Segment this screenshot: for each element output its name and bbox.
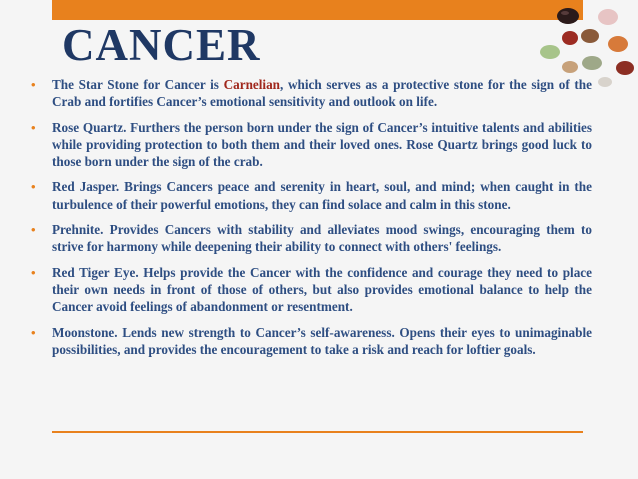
stone-dark xyxy=(557,8,579,24)
bullet-text: , which serves as a protective stone for the sign of the Crab and fortifies Cancer’s emotional sensitivity and outlook on life. xyxy=(52,77,592,110)
bullet-item xyxy=(30,221,592,256)
bullet-text: Lends new strength to Cancer’s self-awareness. Opens their eyes to unimaginable possibilities, and provides the encouragement to take a risk and reach for loftier goals. xyxy=(52,324,592,357)
slide-title: CANCER xyxy=(62,20,261,70)
bullet-text: . Helps provide the Cancer with the confidence and courage they need to place their own needs in front of those of others, but also provides emotional balance to help the Cancer avoid feelings of abandonment or resentment. xyxy=(52,264,592,315)
stone-grey-green xyxy=(582,56,602,70)
stone-name: Red Tiger Eye xyxy=(52,264,136,280)
bullet-marker: • xyxy=(31,324,36,340)
bullet-marker: • xyxy=(31,179,36,195)
stone-name: Prehnite. xyxy=(52,222,104,238)
stone-red-jasper xyxy=(616,61,634,75)
bullet-item xyxy=(30,324,592,359)
stone-dark-highlight xyxy=(561,11,569,15)
stone-name: Red Jasper. xyxy=(52,179,120,195)
bullet-text: The Star Stone for Cancer is xyxy=(52,77,224,92)
top-accent-bar xyxy=(52,0,583,20)
highlighted-stone-name: Carnelian xyxy=(223,77,281,92)
bullet-marker: • xyxy=(31,119,36,135)
bullet-item xyxy=(30,264,592,316)
stone-green xyxy=(540,45,560,59)
stone-tan xyxy=(562,61,578,73)
bullet-item xyxy=(30,178,592,213)
stone-orange xyxy=(608,36,628,52)
stone-clear xyxy=(598,77,612,87)
stone-brown xyxy=(581,29,599,43)
bullet-text: Furthers the person born under the sign of Cancer’s intuitive talents and abilities while providing protection to both them and their loved ones. Rose Quartz brings good luck to those born under the sign of the crab. xyxy=(52,119,593,170)
bullet-item xyxy=(30,119,592,171)
bullet-marker: • xyxy=(31,77,36,92)
bullet-item xyxy=(30,76,592,111)
stone-name: Rose Quartz. xyxy=(52,119,127,135)
bullet-text: Brings Cancers peace and serenity in heart, soul, and mind; when caught in the turbulence of their powerful emotions, they can find solace and calm in this stone. xyxy=(52,179,592,212)
bullet-text: Provides Cancers with stability and alleviates mood swings, encouraging them to strive for harmony while deepening their ability to connect with others' feelings. xyxy=(52,222,592,255)
stone-name: Moonstone. xyxy=(52,324,118,340)
stone-bullet-list xyxy=(30,76,592,366)
bottom-accent-line xyxy=(52,431,583,433)
bullet-marker: • xyxy=(31,264,36,280)
bullet-marker: • xyxy=(31,222,36,238)
stone-red xyxy=(562,31,578,45)
stone-pink xyxy=(598,9,618,25)
